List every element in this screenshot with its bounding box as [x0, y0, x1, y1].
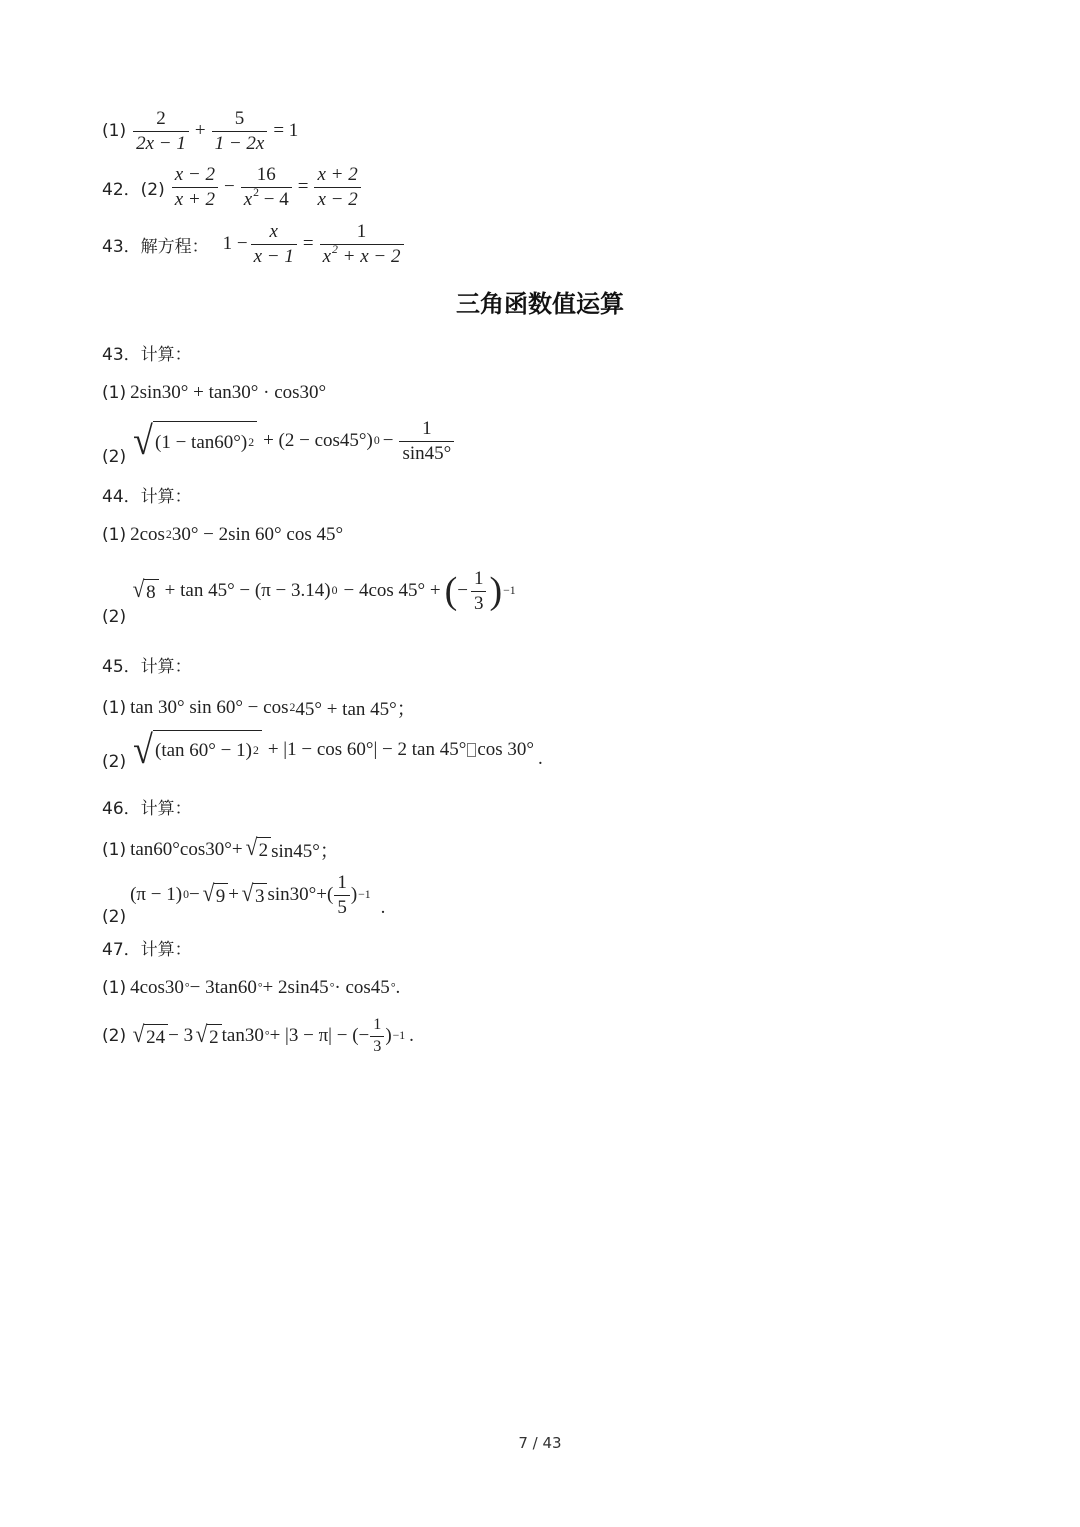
question-43-part-2: (2) √ (1 − tan60°) 2 + (2 − cos45°) 0 − $\frac{1}{\sin 45^\circ}$ — [102, 418, 457, 465]
fraction: $\frac{1}{3}$ — [370, 1016, 384, 1056]
fraction: $\frac{2}{2x - 1}$ — [133, 108, 189, 155]
label: (1) — [102, 121, 127, 142]
sqrt: √ (1 − tan60°) 2 — [132, 421, 257, 461]
fraction: $\frac{x + 2}{x - 2}$ — [314, 164, 360, 211]
sqrt: √ 8 — [132, 579, 159, 604]
question-44-part-2: (2) √ 8 + tan 45° − (π − 3.14) 0 − 4cos 45° + ( − $\frac{1}{3}$ ) −1 — [102, 568, 516, 627]
fraction: $\frac{1}{3}$ — [471, 568, 487, 615]
sqrt: √ 2 — [195, 1024, 222, 1049]
question-44-part-1: (1) 2cos 2 30° − 2sin 60° cos 45° — [102, 524, 344, 545]
question-47-part-1: (1) 4cos30 ° − 3tan60 ° + 2sin45 ° · cos45 ° . — [102, 977, 401, 998]
question-46-part-2: (2) (π − 1) 0 − √ 9 + √ 3 sin30°+( $\frac{1}{5}$ ) −1 . — [102, 872, 386, 927]
equation-41-1: (1) $\frac{2}{2x - 1}$ + $\frac{5}{1 - 2x}$ = 1 — [102, 108, 299, 154]
sqrt: √ 2 — [245, 837, 272, 862]
question-46-part-1: (1) tan60°cos30°+ √ 2 sin45°； — [102, 835, 339, 862]
sqrt: √ 24 — [132, 1024, 168, 1049]
question-45-title: 45．计算： — [102, 657, 192, 677]
equation-43-solve: 43．解方程： 1 − $\frac{x}{x - 1}$ = $\frac{1}{x^2 + x - 2}$ — [102, 221, 407, 268]
fraction: $\frac{1}{\sin 45^\circ}$ — [399, 418, 454, 465]
fraction: $\frac{1}{5}$ — [334, 872, 350, 919]
fraction: $\frac{5}{1 - 2x}$ — [212, 108, 268, 155]
fraction: $\frac{1}{x^2 + x - 2}$ — [320, 221, 404, 268]
question-47-part-2: (2) √ 24 − 3 √ 2 tan30 ° + |3 − π| − (− $\frac{1}{3}$ ) −1 . — [102, 1016, 414, 1055]
sqrt: √ 9 — [202, 883, 229, 908]
label: 42．(2) — [102, 179, 165, 200]
fraction: $\frac{x}{x - 1}$ — [251, 221, 297, 268]
question-43-title: 43．计算： — [102, 345, 192, 365]
fraction: $\frac{x - 2}{x + 2}$ — [172, 164, 218, 211]
label: 43．解方程： — [102, 236, 209, 257]
page-number: 7 / 43 — [518, 1434, 562, 1452]
equation-42: 42．(2) $\frac{x - 2}{x + 2}$ − $\frac{16}{x^2 - 4}$ = $\frac{x + 2}{x - 2}$ — [102, 164, 364, 211]
sqrt: √ 3 — [241, 883, 268, 908]
question-45-part-1: (1) tan 30° sin 60° − cos 2 45° + tan 45°； — [102, 696, 416, 720]
question-47-title: 47．计算： — [102, 940, 192, 960]
fraction: $\frac{16}{x^2 - 4}$ — [241, 164, 292, 211]
question-43-part-1: (1) 2sin30° + tan30° · cos30° — [102, 382, 327, 403]
question-46-title: 46．计算： — [102, 799, 192, 819]
question-44-title: 44．计算： — [102, 487, 192, 507]
question-45-part-2: (2) √ (tan 60° − 1) 2 + |1 − cos 60°| − 2 tan 45° cos 30° . — [102, 727, 543, 772]
placeholder-box-icon — [467, 743, 476, 757]
section-title: 三角函数值运算 — [456, 290, 624, 318]
sqrt: √ (tan 60° − 1) 2 — [132, 730, 262, 770]
